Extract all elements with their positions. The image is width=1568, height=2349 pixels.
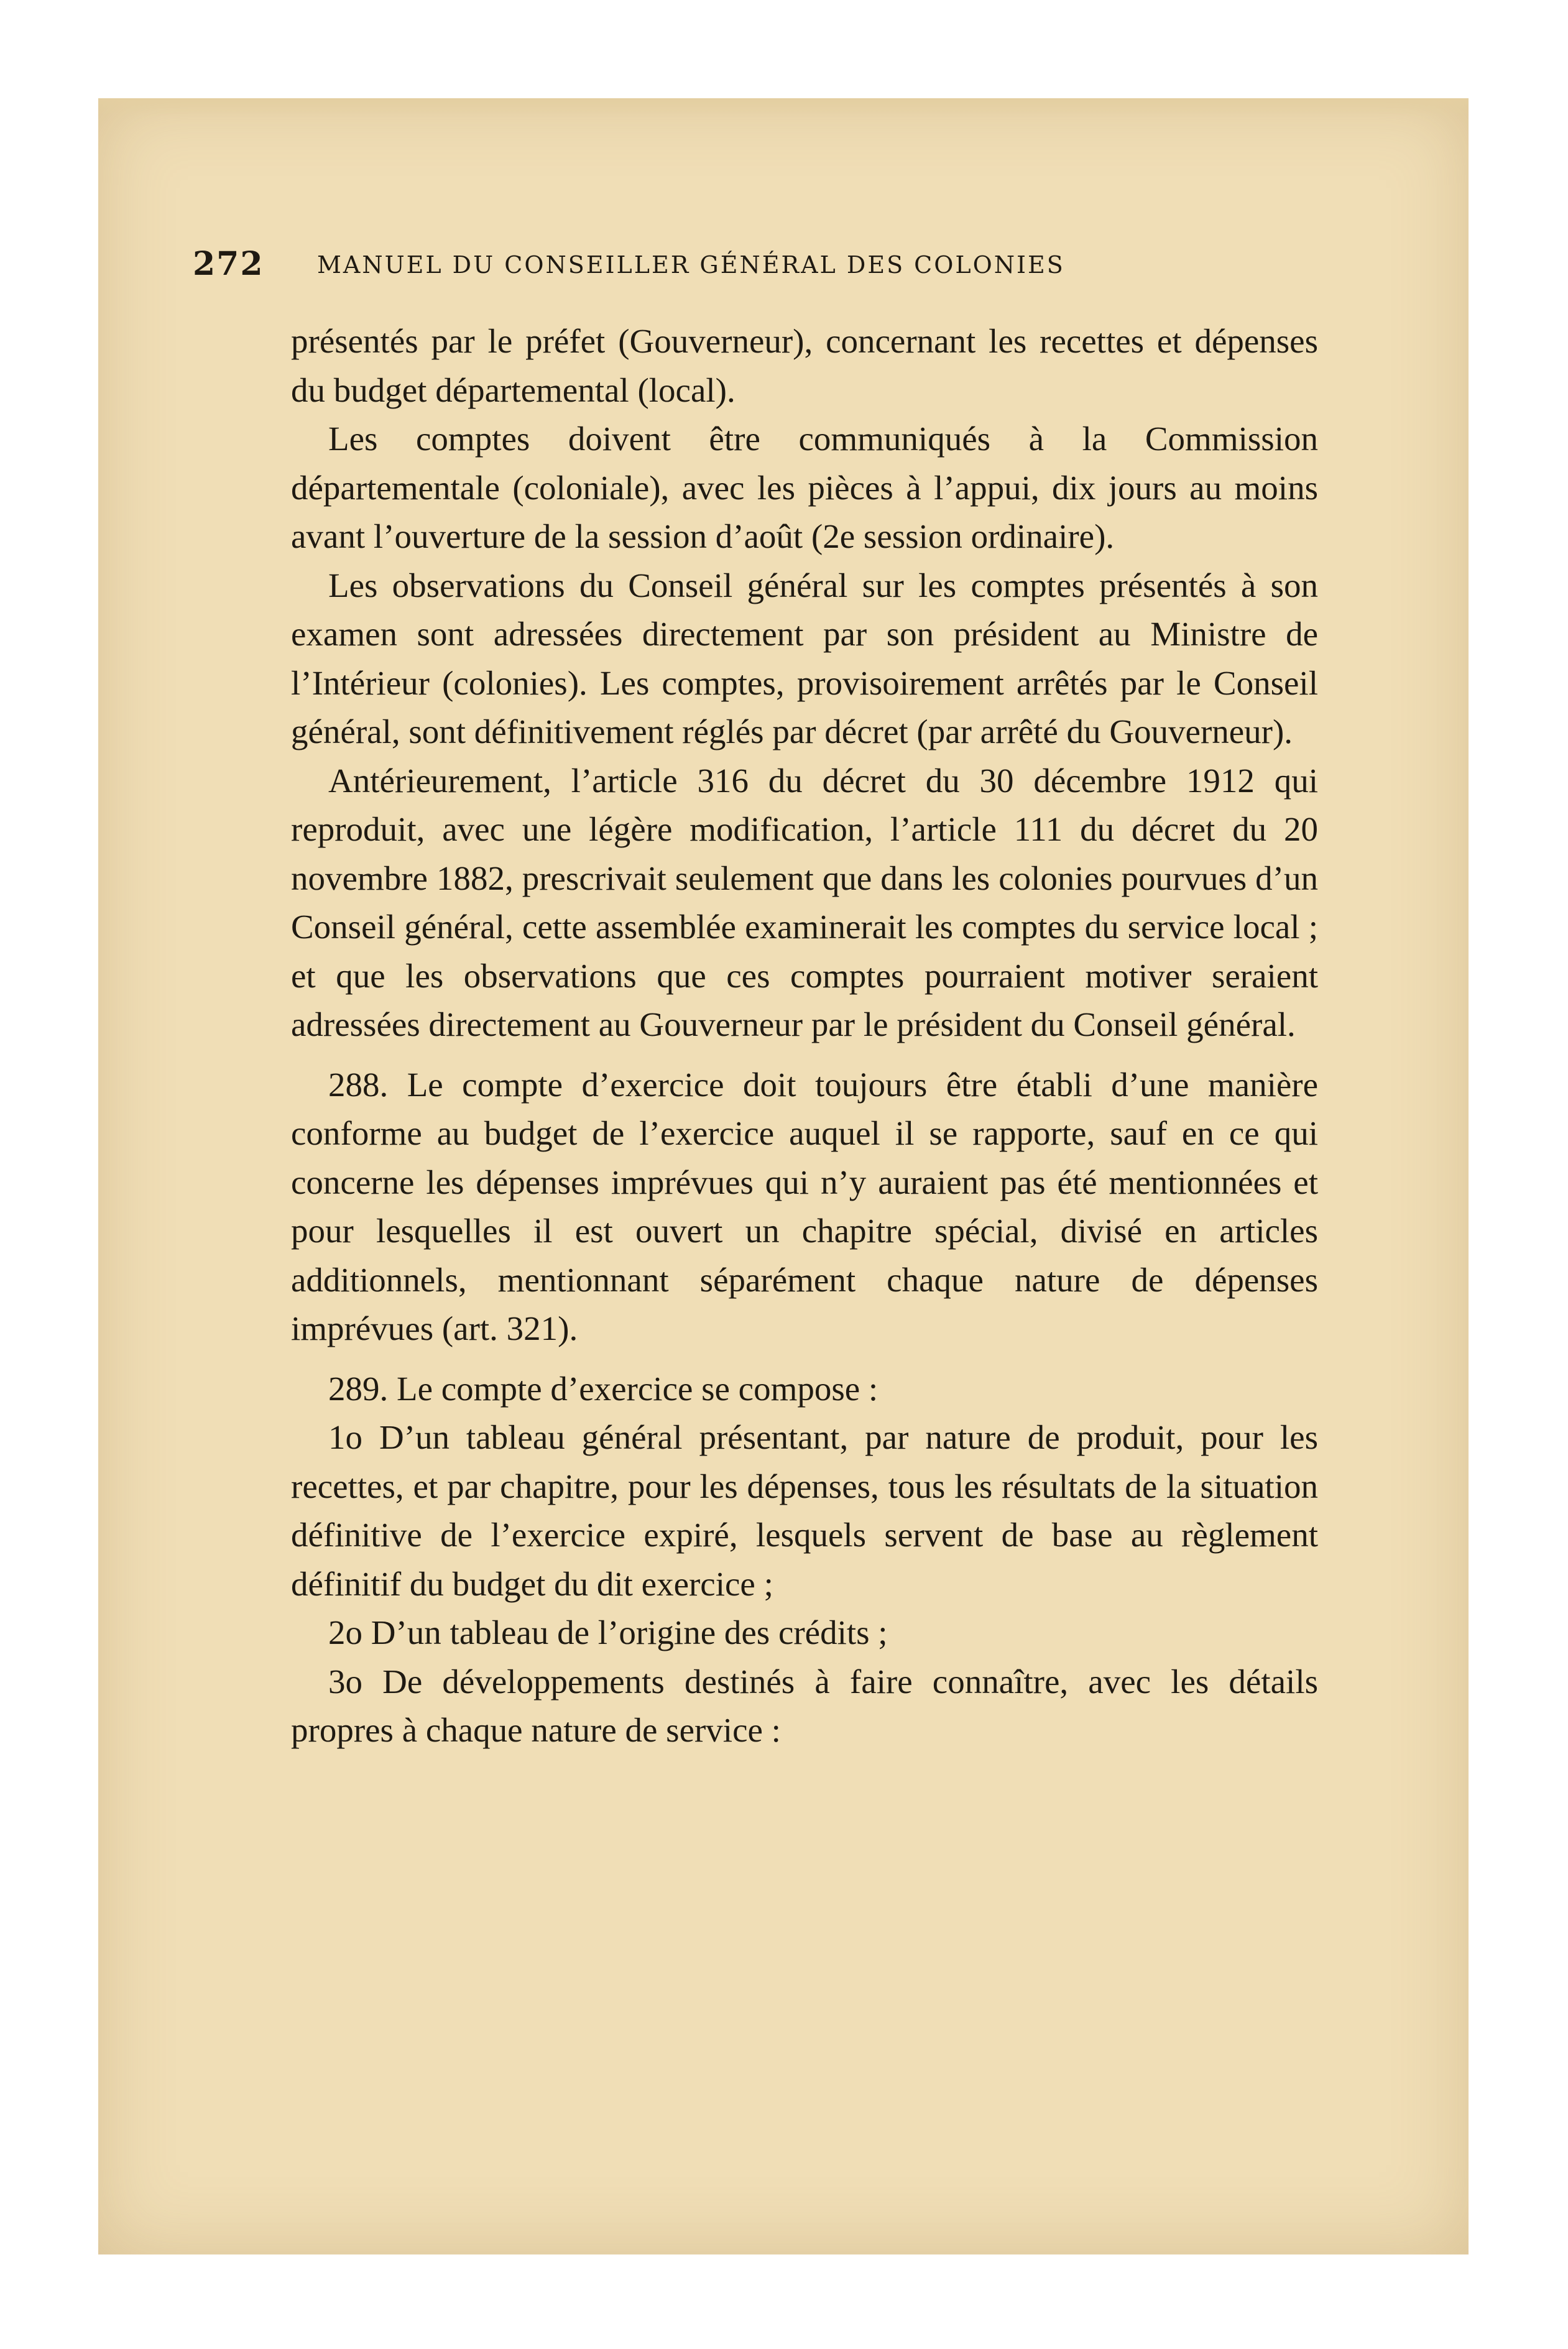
paragraph-article-288: 288. Le compte d’exercice doit toujours être établi d’une manière conforme au budget de l’exercice auquel il se rapporte, sauf en ce qui concerne les dépenses imprévues qui n’y auraient pas été mentionnées et pour lesquelles il est ouvert un chapitre spécial, divisé en articles additionnels, mentionnant séparément chaque nature de dépenses imprévues (art. 321). <box>291 1065 1318 1347</box>
list-item: 1o D’un tableau général présentant, par nature de produit, pour les recettes, et par chapitre, pour les dépenses, tous les résultats de la situation définitive de l’exercice expiré, lesquels servent de base au règlement définitif du budget du dit exercice ; <box>291 1418 1318 1603</box>
list-item: 2o D’un tableau de l’origine des crédits ; <box>328 1613 888 1651</box>
paragraph-article-289: 289. Le compte d’exercice se compose : <box>328 1369 879 1408</box>
page-edge <box>98 98 1469 117</box>
running-title: MANUEL DU CONSEILLER GÉNÉRAL DES COLONIES <box>317 251 1065 279</box>
page-body <box>291 317 1318 1755</box>
paragraph: Les observations du Conseil général sur les comptes présentés à son examen sont adressées directement par son président au Ministre de l’Intérieur (colonies). Les comptes, provisoirement arrêtés par le Conseil général, sont définitivement réglés par décret (par arrêté du Gouverneur). <box>291 566 1318 750</box>
paragraph: Les comptes doivent être communiqués à la Commission départementale (coloniale), avec les pièces à l’appui, dix jours au moins avant l’ouverture de la session d’août (2e session ordinaire). <box>291 420 1318 555</box>
paragraph: présentés par le préfet (Gouverneur), concernant les recettes et dépenses du budget départemental (local). <box>291 322 1318 409</box>
list-item: 3o De développements destinés à faire connaître, avec les détails propres à chaque nature de service : <box>291 1662 1318 1749</box>
paragraph: Antérieurement, l’article 316 du décret du 30 décembre 1912 qui reproduit, avec une légère modification, l’article 111 du décret du 20 novembre 1882, prescrivait seulement que dans les colonies pourvues d’un Conseil général, cette assemblée examinerait les comptes du service local ; et que les observations que ces comptes pourraient motiver seraient adressées directement au Gouverneur par le président du Conseil général. <box>291 761 1318 1043</box>
page-number: 272 <box>193 245 264 283</box>
